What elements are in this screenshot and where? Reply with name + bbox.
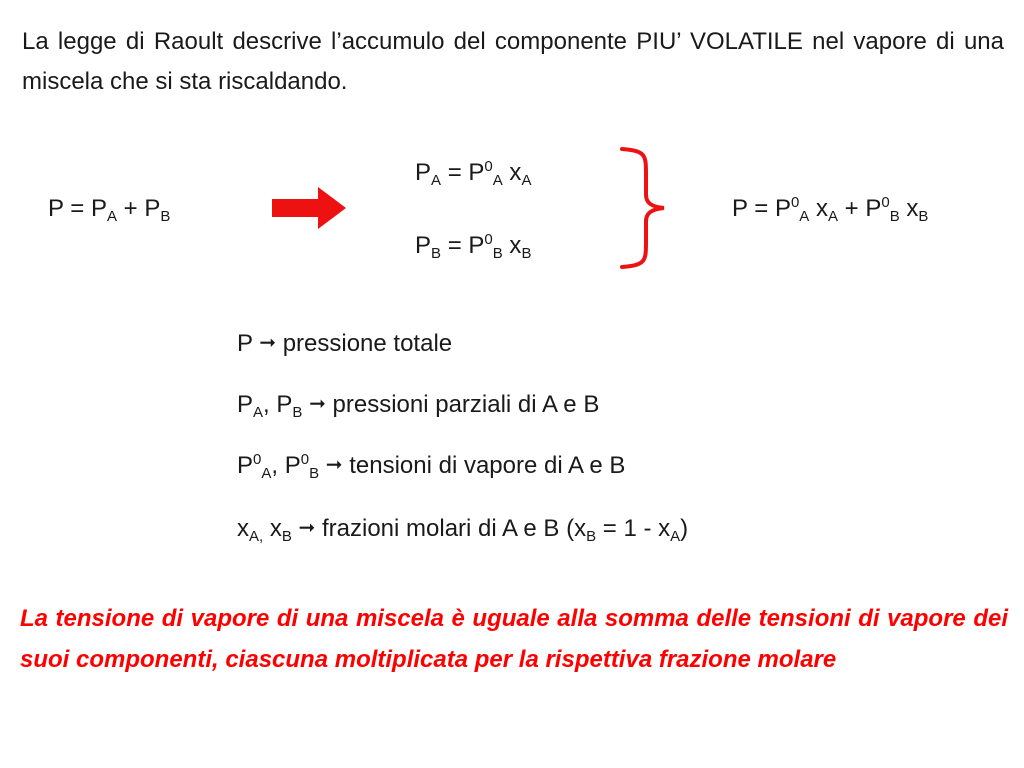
definition-molar-fractions: $x_{A,}$ $x_B$ ➞ frazioni molari di A e B $(x_B = 1 - x_A)$ [237, 515, 689, 545]
arrow-right-icon: ➞ [298, 517, 316, 539]
definition-vapor-tensions: $P^0_A$, $P^0_B$ ➞ tensioni di vapore di A e B [237, 451, 626, 482]
red-brace-icon [618, 145, 670, 271]
arrow-right-icon: ➞ [259, 332, 277, 354]
conclusion-statement: La tensione di vapore di una miscela è uguale alla somma delle tensioni di vapore dei suoi componenti, ciascuna moltiplicata per la rispettiva frazione molare [20, 605, 1008, 673]
arrow-right-icon: ➞ [325, 454, 343, 476]
partial-pressure-a-equation: $P_A = P^0_A$ $x_A$ [415, 158, 532, 189]
arrow-right-icon: ➞ [309, 393, 326, 415]
raoult-result-equation: $P = P^0_A$ $x_A + P^0_B$ $x_B$ [732, 194, 929, 225]
total-pressure-equation: $P = P_A + P_B$ [48, 195, 171, 225]
definition-total-pressure: P ➞ pressione totale [237, 330, 453, 357]
red-arrow-icon [270, 185, 348, 231]
intro-paragraph: La legge di Raoult descrive l’accumulo del componente PIU’ VOLATILE nel vapore di una miscela che si sta riscaldando. [22, 28, 1004, 95]
partial-pressure-b-equation: $P_B = P^0_B$ $x_B$ [415, 231, 532, 262]
definition-partial-pressures: $P_A$, $P_B$ ➞ pressioni parziali di A e B [237, 391, 600, 421]
